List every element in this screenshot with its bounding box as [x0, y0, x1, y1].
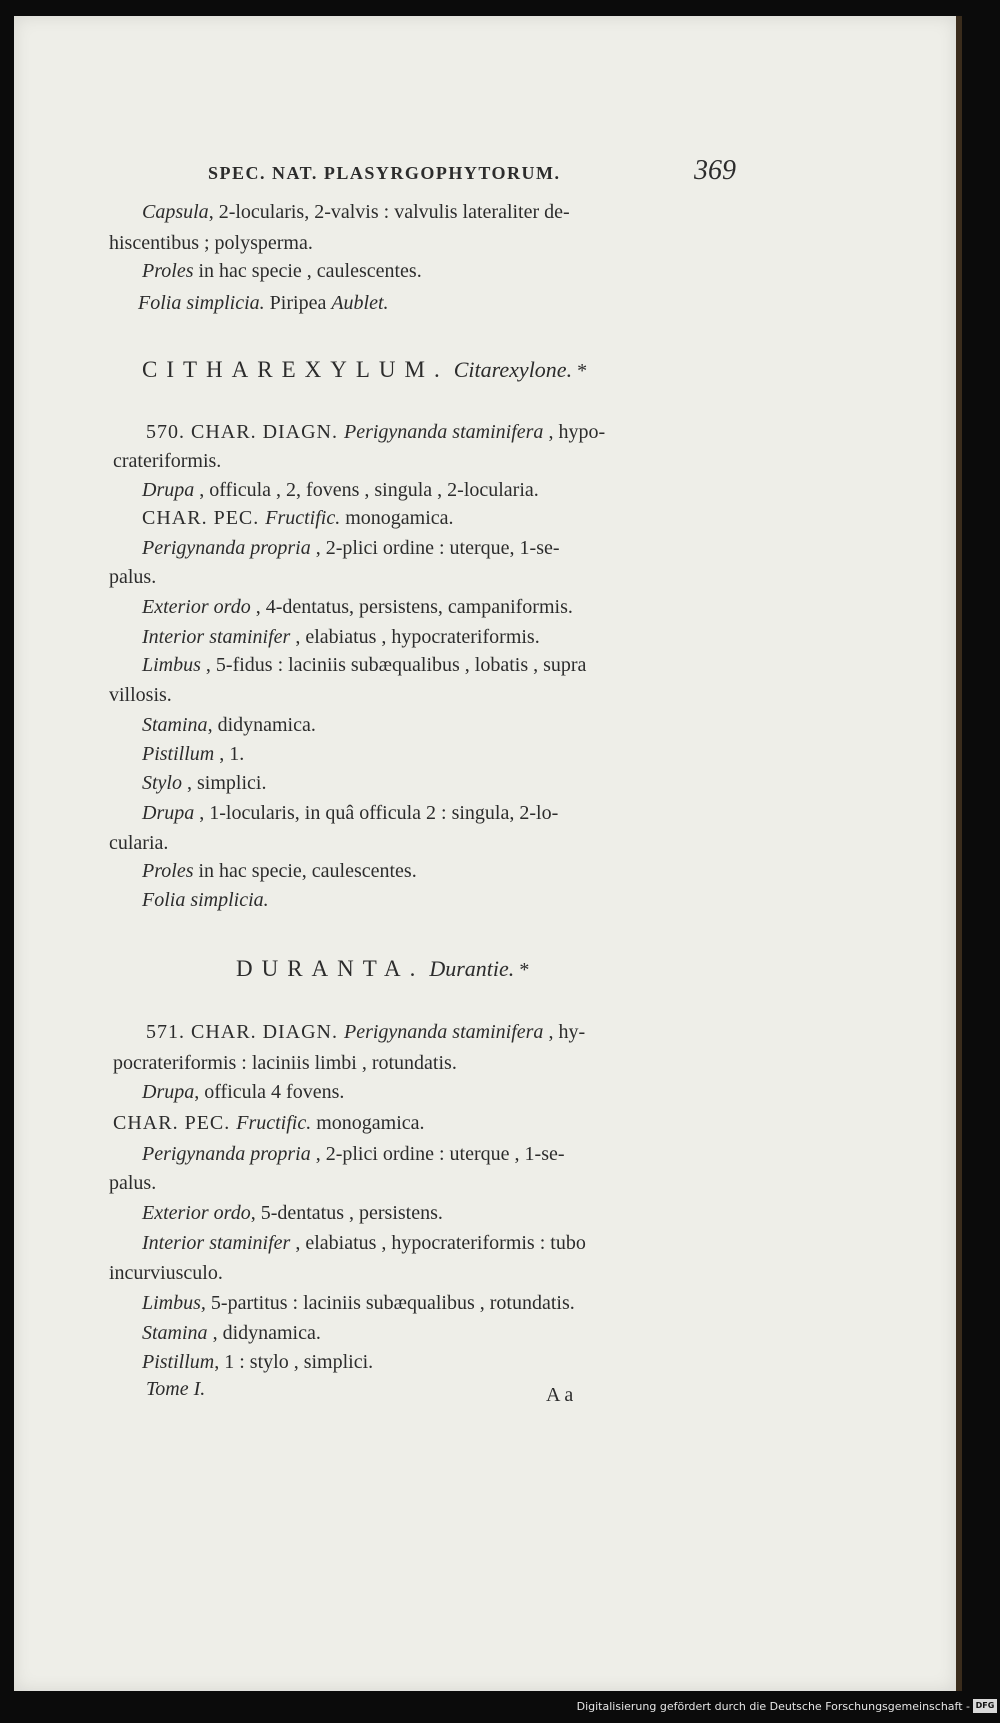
- text-line: Pistillum , 1.: [142, 743, 245, 765]
- text-line: CHAR. PEC. Fructific. monogamica.: [142, 507, 454, 529]
- text-line: palus.: [109, 566, 157, 588]
- text-line: Folia simplicia. Piripea Aublet.: [138, 292, 389, 314]
- text-line: crateriformis.: [113, 450, 222, 472]
- text-line: Stamina , didynamica.: [142, 1322, 321, 1344]
- text-line: Limbus , 5-fidus : laciniis subæqualibus , lobatis , supra: [142, 654, 587, 676]
- section-heading: CITHAREXYLUM. Citarexylone. *: [142, 357, 588, 382]
- text-line: hiscentibus ; polysperma.: [109, 232, 313, 254]
- text-line: Limbus, 5-partitus : laciniis subæqualibus , rotundatis.: [142, 1292, 575, 1314]
- footer-bar: [0, 1694, 1000, 1723]
- text-line: Proles in hac specie, caulescentes.: [142, 860, 417, 882]
- text-line: palus.: [109, 1172, 157, 1194]
- text-line: Interior staminifer , elabiatus , hypocrateriformis : tubo: [142, 1232, 586, 1254]
- text-line: Proles in hac specie , caulescentes.: [142, 260, 422, 282]
- text-line: Drupa , 1-locularis, in quâ officula 2 : singula, 2-lo-: [142, 802, 559, 824]
- text-line: villosis.: [109, 684, 172, 706]
- section-heading: DURANTA. Durantie. *: [236, 956, 530, 981]
- text-line: Capsula, 2-locularis, 2-valvis : valvulis lateraliter de-: [142, 201, 570, 223]
- text-line: Interior staminifer , elabiatus , hypocrateriformis.: [142, 626, 540, 648]
- text-line: CHAR. PEC. Fructific. monogamica.: [113, 1112, 425, 1134]
- dfg-logo-icon: DFG: [973, 1699, 997, 1713]
- text-line: Exterior ordo , 4-dentatus, persistens, campaniformis.: [142, 596, 573, 618]
- text-line: incurviusculo.: [109, 1262, 223, 1284]
- text-line: Stamina, didynamica.: [142, 714, 316, 736]
- text-line: 570. CHAR. DIAGN. Perigynanda staminifera , hypo-: [146, 421, 606, 443]
- footer-credit: Digitalisierung gefördert durch die Deutsche Forschungsgemeinschaft -: [576, 1700, 970, 1713]
- text-line: cularia.: [109, 832, 169, 854]
- signature-mark: A a: [546, 1384, 574, 1406]
- text-line: Perigynanda propria , 2-plici ordine : uterque , 1-se-: [142, 1143, 565, 1165]
- text-line: Exterior ordo, 5-dentatus , persistens.: [142, 1202, 443, 1224]
- signature-mark-tome: Tome I.: [146, 1378, 206, 1400]
- text-line: pocrateriformis : laciniis limbi , rotundatis.: [113, 1052, 457, 1074]
- text-line: Pistillum, 1 : stylo , simplici.: [142, 1351, 374, 1373]
- text-line: Drupa, officula 4 fovens.: [142, 1081, 345, 1103]
- text-line: Folia simplicia.: [142, 889, 269, 911]
- running-title: SPEC. NAT. PLASYRGOPHYTORUM.: [208, 163, 561, 183]
- page-number: 369: [694, 155, 736, 186]
- text-line: Drupa , officula , 2, fovens , singula , 2-locularia.: [142, 479, 539, 501]
- text-line: 571. CHAR. DIAGN. Perigynanda staminifera , hy-: [146, 1021, 586, 1043]
- text-line: Perigynanda propria , 2-plici ordine : uterque, 1-se-: [142, 537, 560, 559]
- text-line: Stylo , simplici.: [142, 772, 267, 794]
